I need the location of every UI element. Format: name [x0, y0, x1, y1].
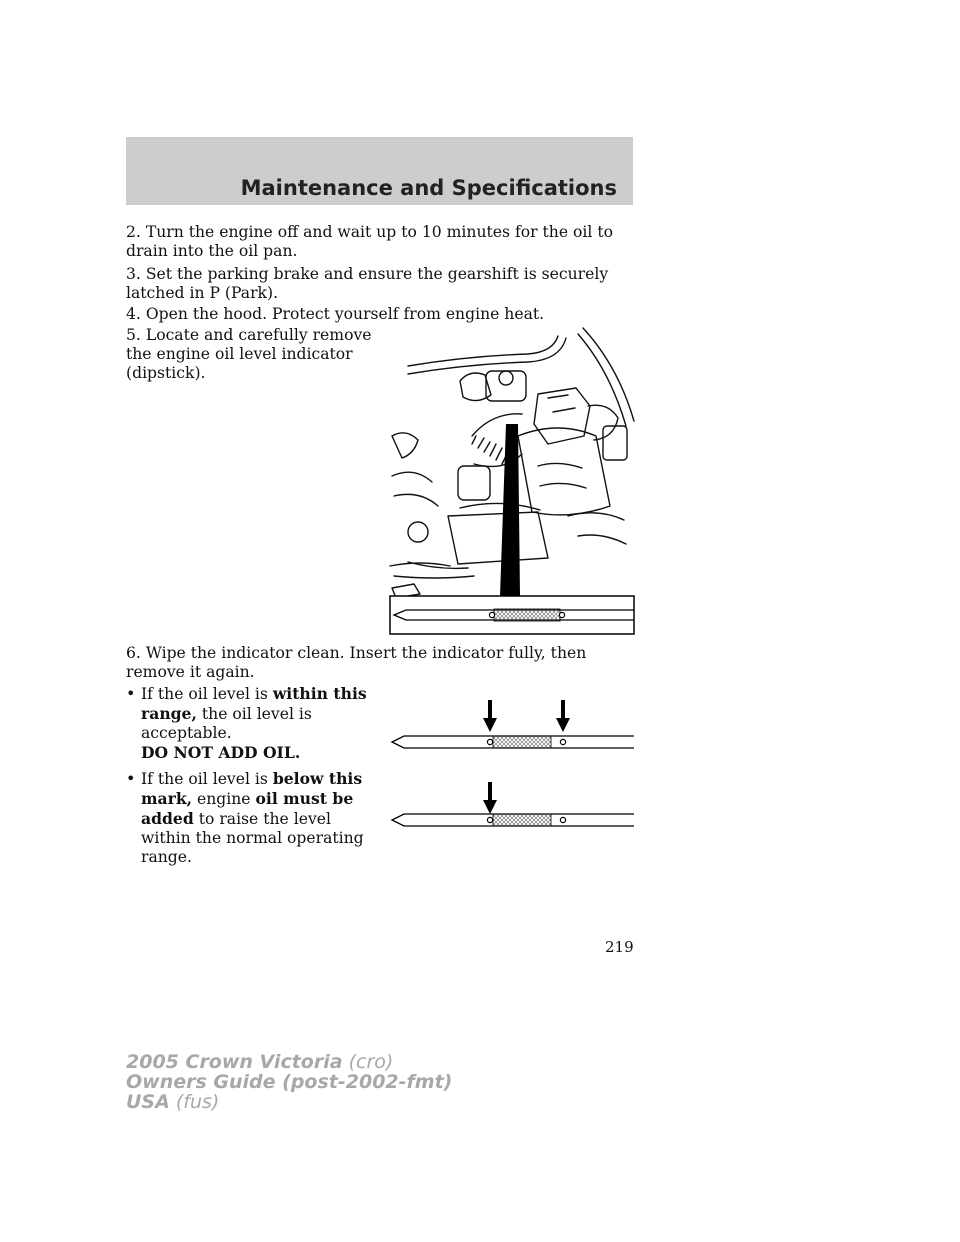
section-title: Maintenance and Specifications — [240, 176, 617, 200]
step-6-text: 6. Wipe the indicator clean. Insert the indicator fully, then remove it again. — [126, 644, 587, 681]
bullet-2-text-3: to raise the level within the normal operating range. — [141, 810, 364, 866]
step-3-text: 3. Set the parking brake and ensure the gearshift is securely latched in P (Park). — [126, 265, 609, 302]
arrow-down-icon — [556, 700, 570, 732]
bullet-within-range — [141, 684, 381, 763]
engine-dipstick-illustration — [388, 326, 636, 636]
bullet-1-text-1: If the oil level is — [141, 685, 273, 703]
bullet-dot: • — [126, 769, 136, 788]
footer-model: 2005 Crown Victoria — [126, 1051, 343, 1073]
bullet-below-mark — [141, 769, 381, 867]
bullet-2-text-2: engine — [192, 790, 256, 808]
footer-market: USA — [126, 1091, 170, 1113]
step-5-text: 5. Locate and carefully remove the engine oil level indicator (dipstick). — [126, 326, 372, 382]
footer-model-code: (cro) — [342, 1051, 394, 1073]
bullet-1-bold-2: DO NOT ADD OIL. — [141, 743, 301, 762]
bullet-2-bold-2: oil must be added — [141, 789, 354, 828]
document-footer — [126, 1052, 452, 1112]
footer-market-code: (fus) — [169, 1091, 220, 1113]
step-4-text: 4. Open the hood. Protect yourself from engine heat. — [126, 305, 545, 323]
footer-line-3 — [126, 1092, 452, 1112]
arrow-down-icon — [483, 700, 497, 732]
dipstick-within-range-figure — [390, 698, 634, 750]
bullet-2-bold-1: below this mark, — [141, 769, 363, 808]
step-2-text: 2. Turn the engine off and wait up to 10 minutes for the oil to drain into the oil pan. — [126, 223, 614, 260]
arrow-down-icon — [483, 782, 497, 814]
page-number: 219 — [605, 938, 634, 956]
dipstick-below-mark-figure — [390, 780, 634, 832]
footer-line-1 — [126, 1052, 452, 1072]
bullet-2-text-1: If the oil level is — [141, 770, 273, 788]
footer-line-2: Owners Guide (post-2002-fmt) — [126, 1071, 453, 1093]
section-header-band — [126, 137, 633, 205]
bullet-dot: • — [126, 684, 136, 703]
bullet-1-bold-1: within this range, — [141, 684, 367, 723]
bullet-1-text-2: the oil level is acceptable. — [141, 705, 312, 742]
